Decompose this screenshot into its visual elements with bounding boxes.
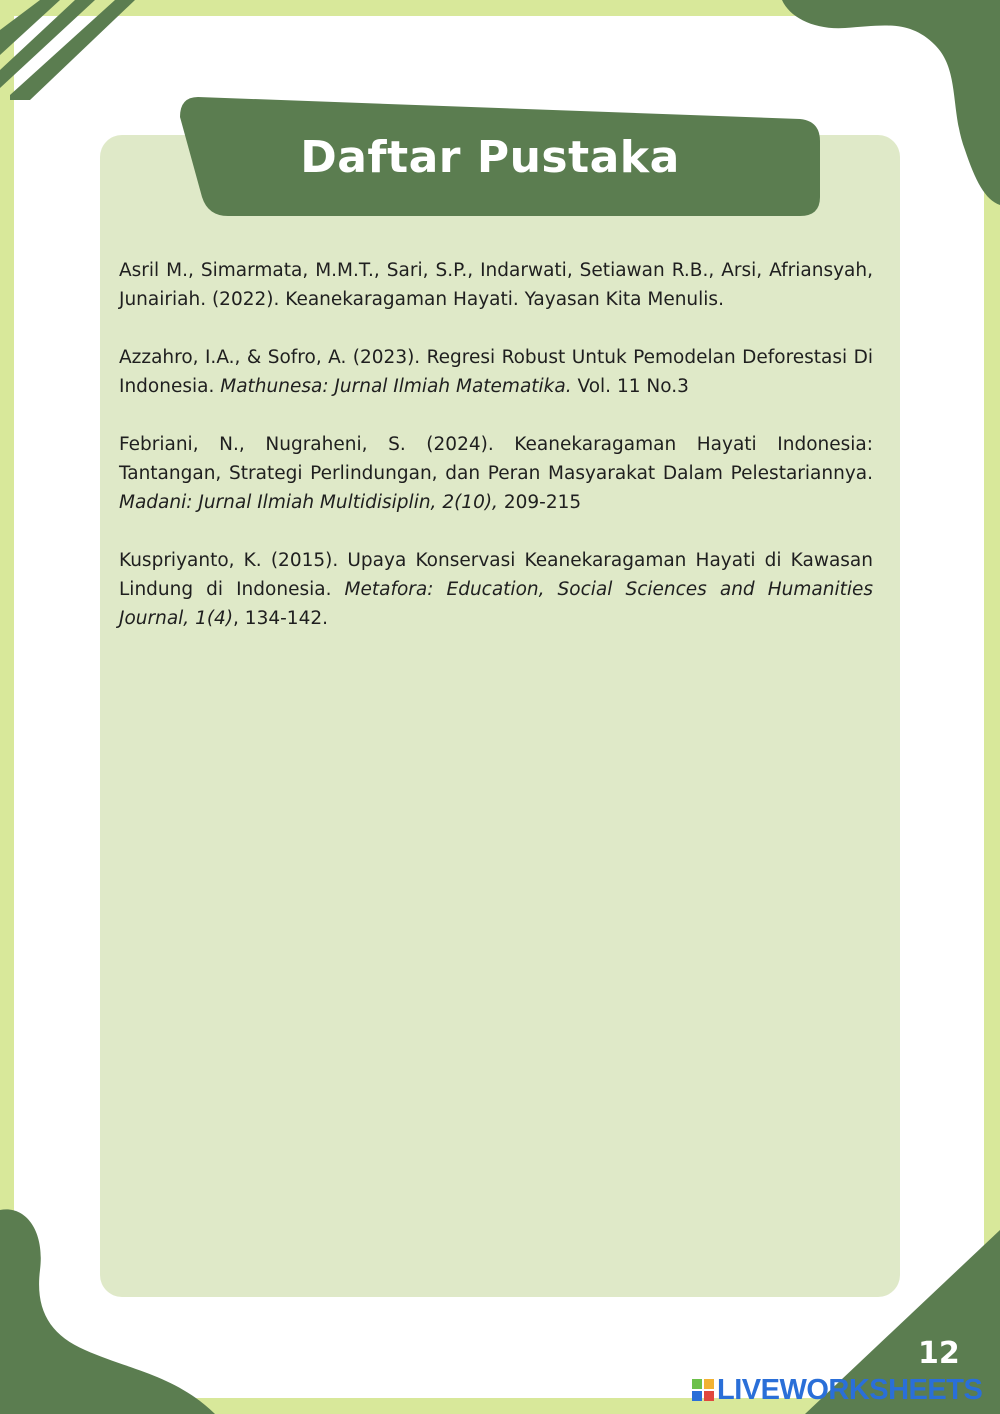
reference-item (119, 546, 873, 633)
reference-journal: Mathunesa: Jurnal Ilmiah Matematika. (220, 376, 572, 397)
page-title: Daftar Pustaka (300, 132, 680, 183)
page-number: 12 (918, 1336, 960, 1371)
reference-details: , 134-142. (233, 608, 328, 629)
liveworksheets-logo-icon (692, 1379, 714, 1401)
reference-journal: Madani: Jurnal Ilmiah Multidisiplin, 2(10), (119, 492, 498, 513)
reference-item (119, 343, 873, 401)
watermark-text: LIVEWORKSHEETS (717, 1373, 983, 1406)
reference-text: Febriani, N., Nugraheni, S. (2024). Keanekaragaman Hayati Indonesia: Tantangan, Strategi Perlindungan, dan Peran Masyarakat Dalam Pelestariannya. (119, 434, 873, 484)
reference-text: Asril M., Simarmata, M.M.T., Sari, S.P., Indarwati, Setiawan R.B., Arsi, Afriansyah, Junairiah. (2022). Keanekaragaman Hayati. Yayasan Kita Menulis. (119, 260, 873, 310)
reference-details: 209-215 (497, 492, 582, 513)
liveworksheets-watermark[interactable] (692, 1374, 982, 1406)
reference-text: Kuspriyanto, K. (2015). Upaya Konservasi Keanekaragaman Hayati di Kawasan Lindung di Indonesia. (119, 550, 873, 600)
reference-item (119, 430, 873, 517)
reference-journal: Metafora: Education, Social Sciences and Humanities Journal, 1(4) (119, 579, 874, 629)
reference-list (119, 256, 873, 662)
reference-text: Azzahro, I.A., & Sofro, A. (2023). Regresi Robust Untuk Pemodelan Deforestasi Di Indonesia. (119, 347, 873, 397)
reference-item (119, 256, 873, 314)
reference-details: Vol. 11 No.3 (571, 376, 689, 397)
brush-stroke-decoration (0, 0, 140, 100)
